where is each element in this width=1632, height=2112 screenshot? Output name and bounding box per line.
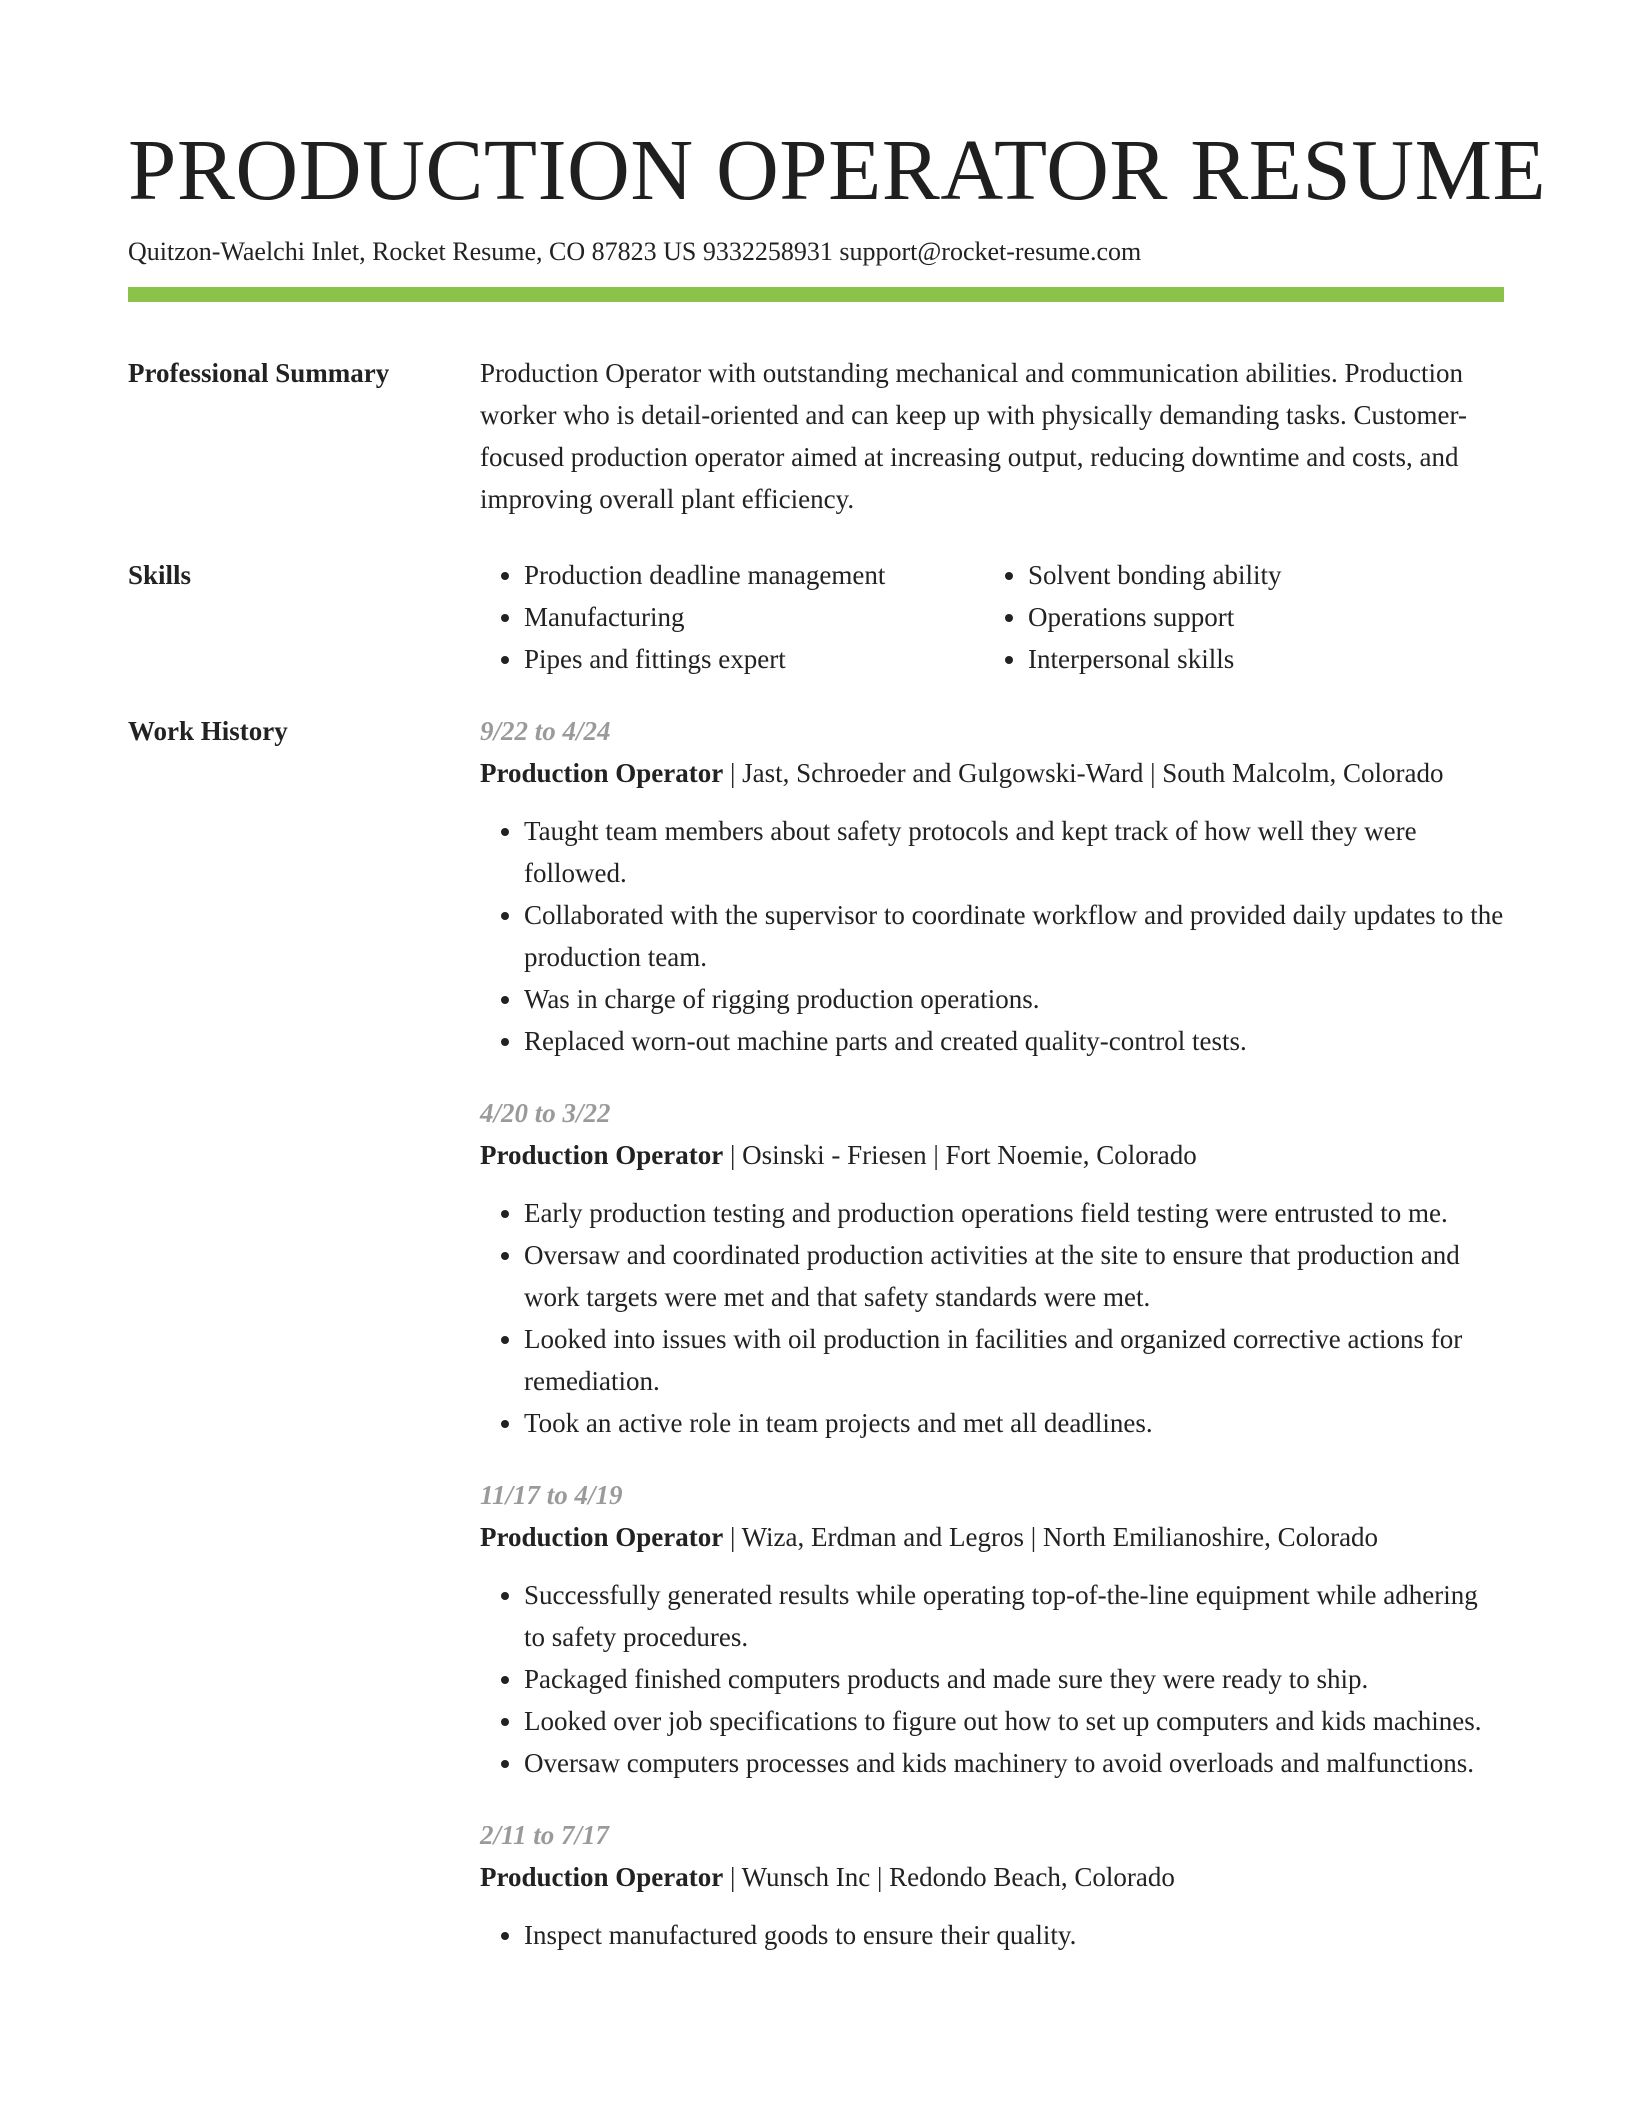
job-duties: [480, 1914, 1504, 1956]
job-details: | Wiza, Erdman and Legros | North Emilianoshire, Colorado: [723, 1522, 1379, 1552]
job-dates: 9/22 to 4/24: [480, 716, 611, 746]
job-dates: 2/11 to 7/17: [480, 1820, 610, 1850]
job-role-line: [480, 1516, 1504, 1558]
summary-text: Production Operator with outstanding mechanical and communication abilities. Production worker who is detail-oriented and can keep up with physically demanding tasks. Customer-focused production operator aimed at increasing output, reducing downtime and costs, and improving overall plant efficiency.: [480, 358, 1467, 514]
skills-column-1: [480, 554, 984, 680]
skill-item: • Manufacturing: [524, 596, 984, 638]
header-divider: [128, 287, 1504, 302]
job-title: Production Operator: [480, 1862, 724, 1892]
professional-summary-section: [128, 352, 1504, 520]
skill-item: • Production deadline management: [524, 554, 984, 596]
duty-item: • Replaced worn-out machine parts and created quality-control tests.: [524, 1020, 1504, 1062]
job-duties: [480, 1192, 1504, 1444]
duty-item: • Took an active role in team projects and met all deadlines.: [524, 1402, 1504, 1444]
job-details: | Wunsch Inc | Redondo Beach, Colorado: [723, 1862, 1175, 1892]
skill-item: • Solvent bonding ability: [1028, 554, 1488, 596]
contact-phone: 9332258931: [702, 237, 833, 266]
job-dates: 11/17 to 4/19: [480, 1480, 623, 1510]
duty-item: • Inspect manufactured goods to ensure their quality.: [524, 1914, 1504, 1956]
work-history-list: [480, 710, 1504, 1956]
duty-item: • Looked over job specifications to figure out how to set up computers and kids machines.: [524, 1700, 1504, 1742]
job-role-line: [480, 1134, 1504, 1176]
job-title: Production Operator: [480, 758, 724, 788]
skills-list: [480, 554, 1504, 680]
resume-title: PRODUCTION OPERATOR RESUME: [128, 121, 1547, 218]
job-duties: [480, 810, 1504, 1062]
work-history-section: [128, 710, 1504, 1956]
job-entry: [480, 1474, 1504, 1784]
section-label-skills: Skills: [128, 560, 192, 590]
duty-item: • Looked into issues with oil production in facilities and organized corrective actions for remediation.: [524, 1318, 1504, 1402]
resume-page: [128, 118, 1547, 1956]
job-role-line: [480, 752, 1504, 794]
contact-email: support@rocket-resume.com: [839, 237, 1142, 266]
job-role-line: [480, 1856, 1504, 1898]
job-duties: [480, 1574, 1504, 1784]
skills-section: [128, 554, 1504, 680]
job-details: | Osinski - Friesen | Fort Noemie, Colorado: [723, 1140, 1197, 1170]
contact-line: [128, 234, 1504, 270]
job-entry: [480, 1092, 1504, 1444]
duty-item: • Early production testing and production operations field testing were entrusted to me.: [524, 1192, 1504, 1234]
section-label-summary: Professional Summary: [128, 358, 390, 388]
skill-item: • Interpersonal skills: [1028, 638, 1488, 680]
job-title: Production Operator: [480, 1140, 724, 1170]
duty-item: • Successfully generated results while operating top-of-the-line equipment while adhering to safety procedures.: [524, 1574, 1504, 1658]
contact-address: Quitzon-Waelchi Inlet, Rocket Resume, CO 87823 US: [128, 237, 697, 266]
job-title: Production Operator: [480, 1522, 724, 1552]
skills-column-2: [984, 554, 1488, 680]
job-entry: [480, 1814, 1504, 1956]
duty-item: • Packaged finished computers products and made sure they were ready to ship.: [524, 1658, 1504, 1700]
job-dates: 4/20 to 3/22: [480, 1098, 611, 1128]
section-label-work: Work History: [128, 716, 288, 746]
duty-item: • Oversaw and coordinated production activities at the site to ensure that production and work targets were met and that safety standards were met.: [524, 1234, 1504, 1318]
duty-item: • Taught team members about safety protocols and kept track of how well they were followed.: [524, 810, 1504, 894]
skill-item: • Pipes and fittings expert: [524, 638, 984, 680]
job-details: | Jast, Schroeder and Gulgowski-Ward | South Malcolm, Colorado: [723, 758, 1444, 788]
skill-item: • Operations support: [1028, 596, 1488, 638]
duty-item: • Oversaw computers processes and kids machinery to avoid overloads and malfunctions.: [524, 1742, 1504, 1784]
job-entry: [480, 710, 1504, 1062]
duty-item: • Collaborated with the supervisor to coordinate workflow and provided daily updates to the production team.: [524, 894, 1504, 978]
duty-item: • Was in charge of rigging production operations.: [524, 978, 1504, 1020]
